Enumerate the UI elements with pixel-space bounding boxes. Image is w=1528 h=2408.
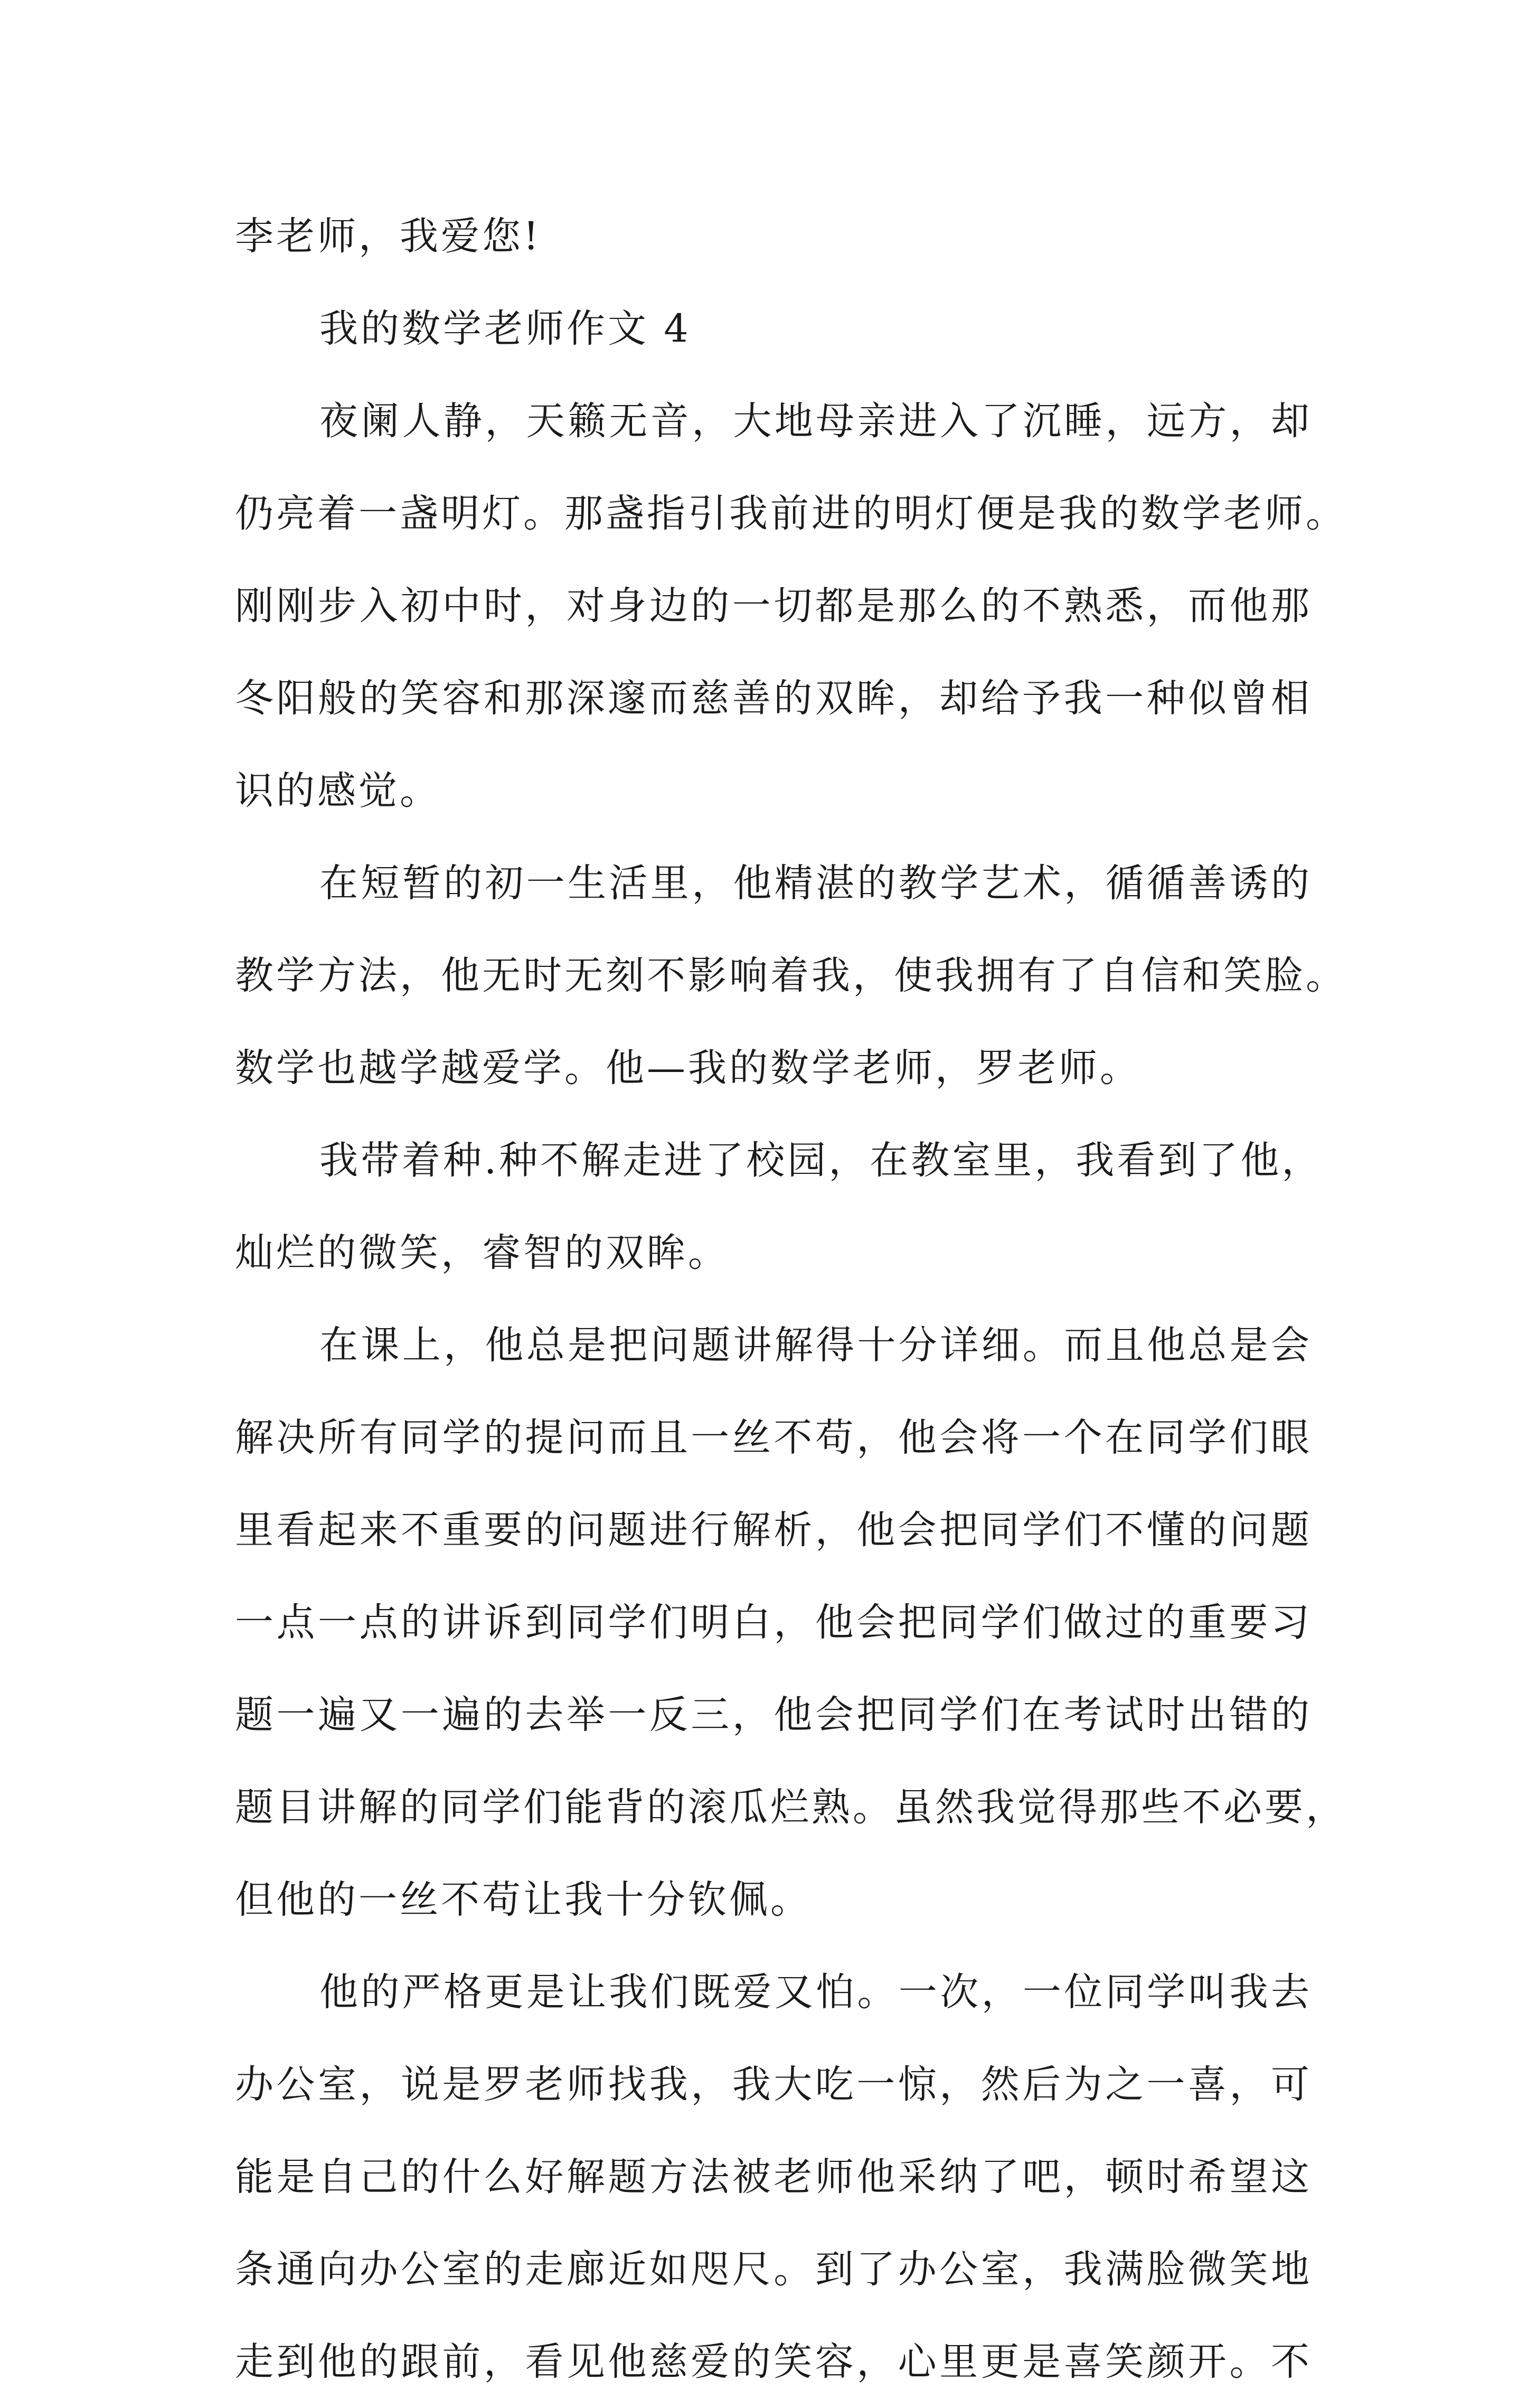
essay-title: 我的数学老师作文 4 bbox=[319, 306, 691, 351]
text-line: 识的感觉。 bbox=[235, 768, 441, 813]
text-line: 冬阳般的笑容和那深邃而慈善的双眸，却给予我一种似曾相 bbox=[235, 676, 1312, 721]
text-line: 夜阑人静，天籁无音，大地母亲进入了沉睡，远方，却 bbox=[319, 399, 1312, 444]
text-line: 条通向办公室的走廊近如咫尺。到了办公室，我满脸微笑地 bbox=[235, 2247, 1312, 2292]
text-line: 教学方法，他无时无刻不影响着我，使我拥有了自信和笑脸。 bbox=[235, 953, 1347, 998]
text-line: 解决所有同学的提问而且一丝不苟，他会将一个在同学们眼 bbox=[235, 1415, 1312, 1460]
text-line: 我带着种.种不解走进了校园，在教室里，我看到了他， bbox=[319, 1138, 1323, 1183]
text-line: 数学也越学越爱学。他—我的数学老师，罗老师。 bbox=[235, 1046, 1141, 1090]
essay-body bbox=[235, 190, 1347, 2408]
text-line: 一点一点的讲诉到同学们明白，他会把同学们做过的重要习 bbox=[235, 1600, 1312, 1645]
text-line: 能是自己的什么好解题方法被老师他采纳了吧，顿时希望这 bbox=[235, 2155, 1312, 2199]
text-line: 灿烂的微笑，睿智的双眸。 bbox=[235, 1230, 729, 1275]
text-line: 李老师，我爱您! bbox=[235, 214, 542, 259]
text-line: 在课上，他总是把问题讲解得十分详细。而且他总是会 bbox=[319, 1323, 1312, 1368]
text-line: 仍亮着一盏明灯。那盏指引我前进的明灯便是我的数学老师。 bbox=[235, 491, 1347, 536]
text-line: 在短暂的初一生活里，他精湛的教学艺术，循循善诱的 bbox=[319, 861, 1312, 906]
text-line: 办公室，说是罗老师找我，我大吃一惊，然后为之一喜，可 bbox=[235, 2062, 1312, 2107]
text-line: 题目讲解的同学们能背的滚瓜烂熟。虽然我觉得那些不必要， bbox=[235, 1785, 1347, 1830]
text-line: 题一遍又一遍的去举一反三，他会把同学们在考试时出错的 bbox=[235, 1692, 1312, 1737]
text-line: 里看起来不重要的问题进行解析，他会把同学们不懂的问题 bbox=[235, 1508, 1312, 1553]
text-line: 他的严格更是让我们既爱又怕。一次，一位同学叫我去 bbox=[319, 1970, 1312, 2015]
text-line: 走到他的跟前，看见他慈爱的笑容，心里更是喜笑颜开。不 bbox=[235, 2339, 1312, 2384]
text-line: 但他的一丝不苟让我十分钦佩。 bbox=[235, 1877, 812, 1922]
text-line: 刚刚步入初中时，对身边的一切都是那么的不熟悉，而他那 bbox=[235, 584, 1312, 628]
